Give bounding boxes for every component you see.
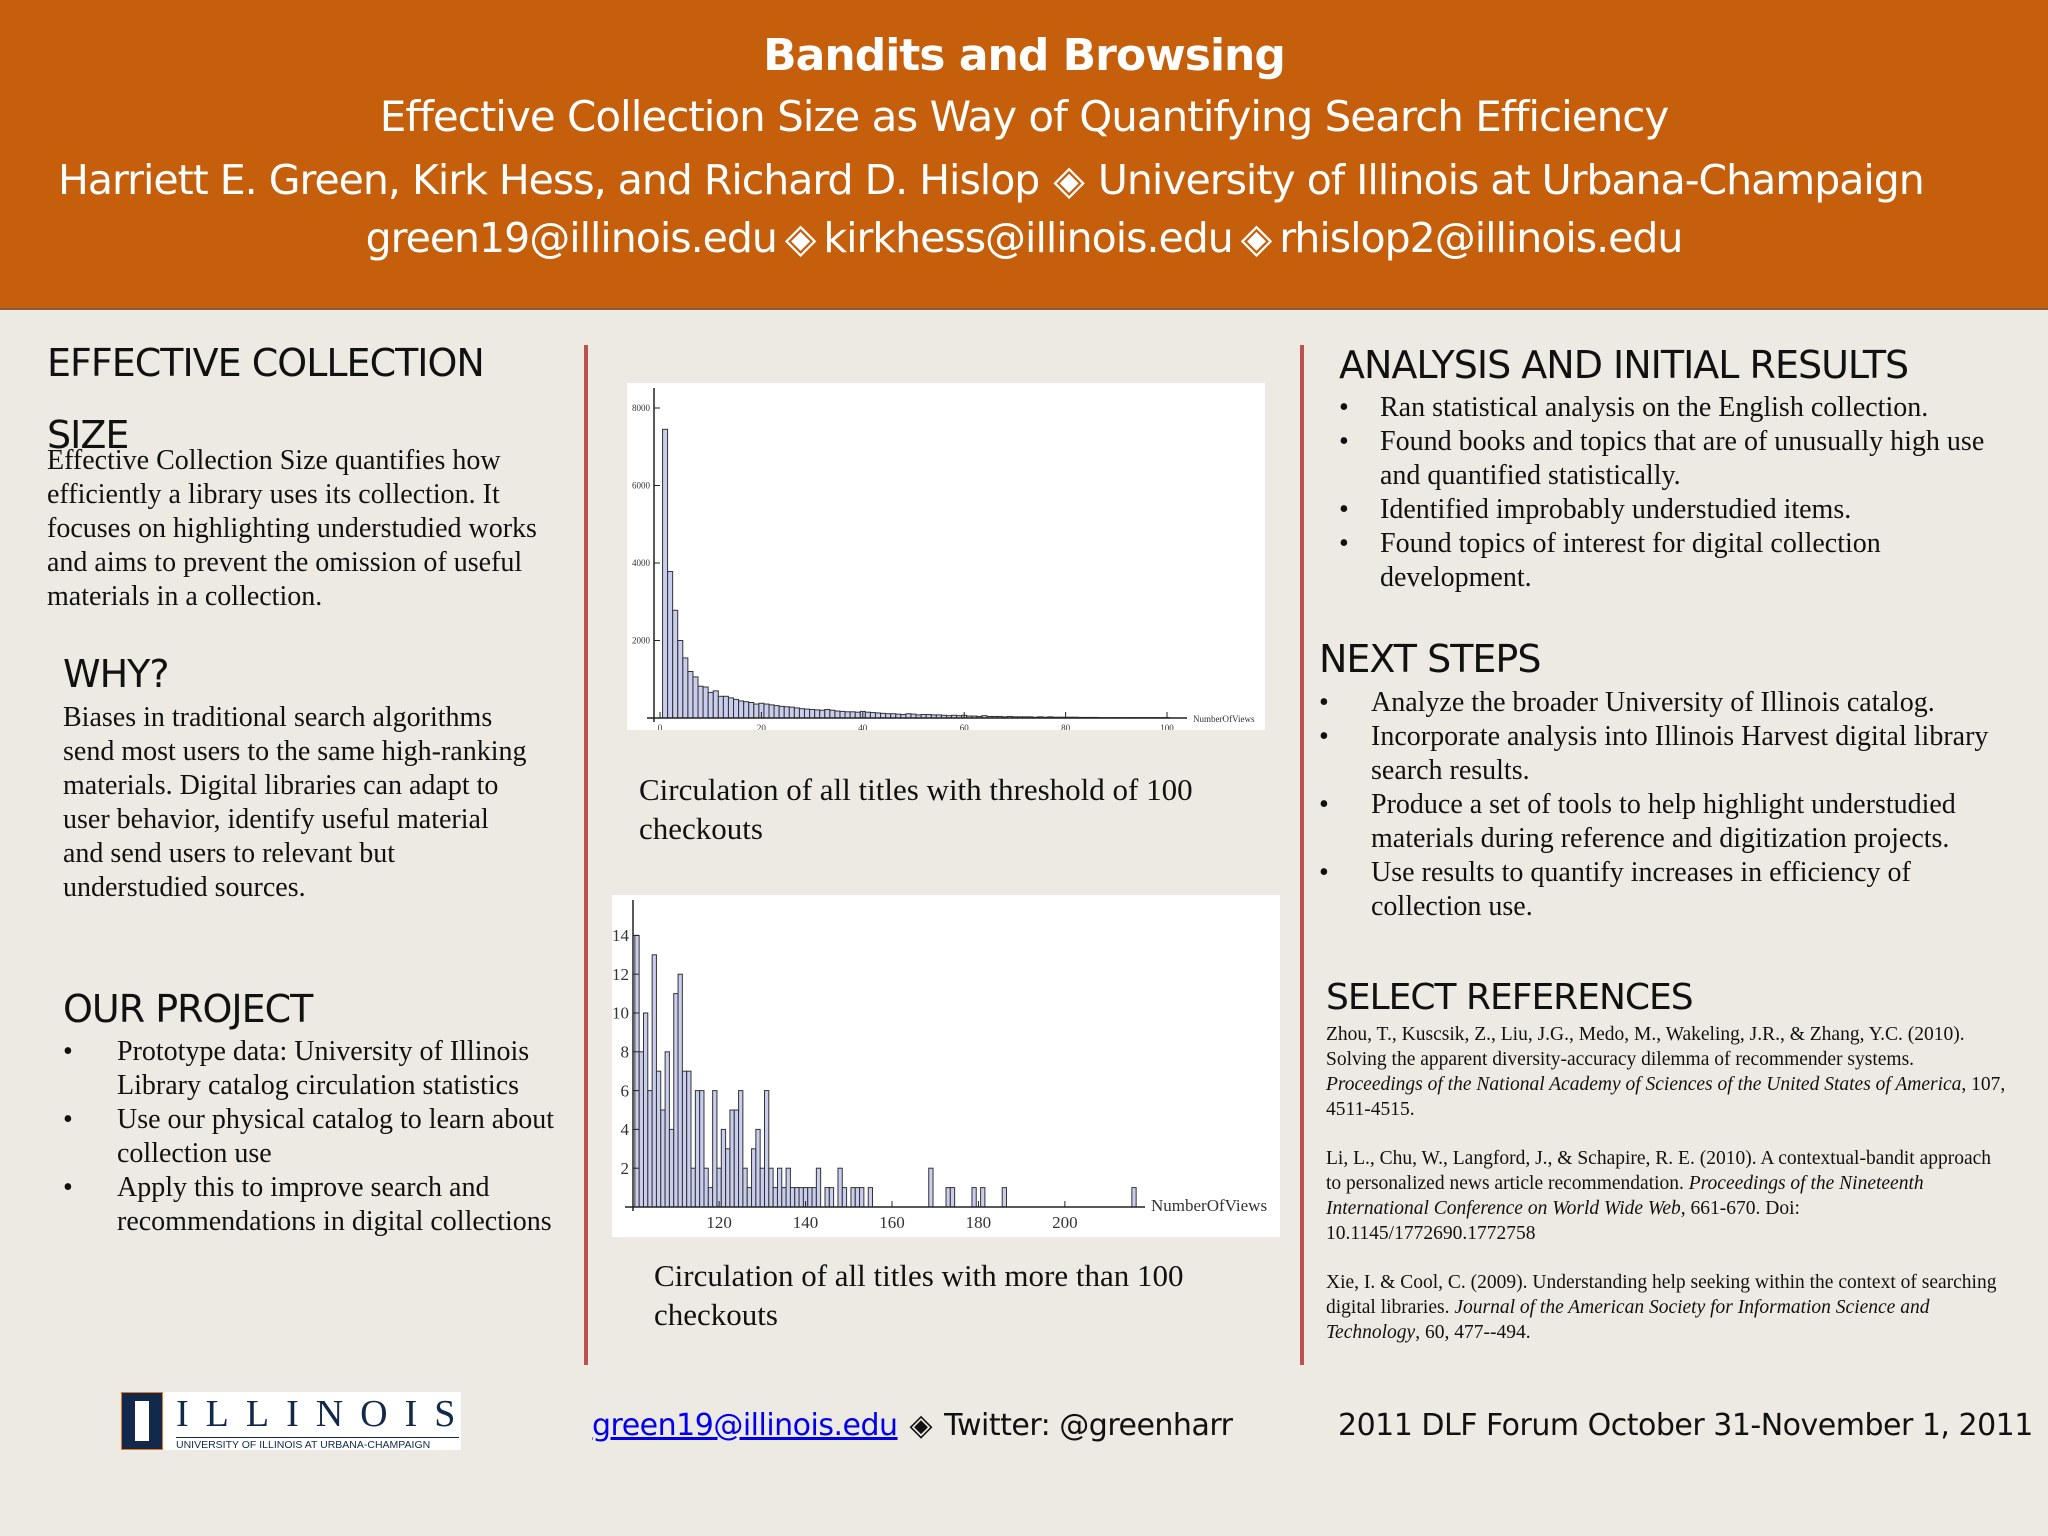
list-item bbox=[1319, 788, 2009, 856]
diamond-icon: ◈ bbox=[1240, 214, 1272, 262]
footer-email-link[interactable]: green19@illinois.edu bbox=[592, 1408, 898, 1443]
diamond-icon: ◈ bbox=[909, 1408, 933, 1443]
poster-title: Bandits and Browsing bbox=[763, 30, 1285, 81]
list-item bbox=[63, 1171, 563, 1239]
email-hess[interactable]: kirkhess@illinois.edu bbox=[823, 214, 1233, 262]
list-item bbox=[1339, 527, 2019, 595]
svg-text:8: 8 bbox=[620, 1042, 629, 1062]
list-item-text: Analyze the broader University of Illinois catalog. bbox=[1371, 687, 1935, 718]
bullet-icon: • bbox=[1339, 392, 1349, 423]
svg-text:160: 160 bbox=[879, 1213, 905, 1232]
reference-text: Li, L., Chu, W., Langford, J., & Schapire, R. E. (2010). A contextual-bandit approach to personalized news article recommendation. bbox=[1326, 1148, 1992, 1194]
bullet-icon: • bbox=[63, 1104, 73, 1135]
list-item-text: Identified improbably understudied items. bbox=[1380, 494, 1852, 525]
svg-text:0: 0 bbox=[657, 723, 663, 730]
svg-text:80: 80 bbox=[1061, 723, 1071, 730]
authors: Harriett E. Green, Kirk Hess, and Richard D. Hislop bbox=[58, 156, 1040, 204]
reference-text: Zhou, T., Kuscsik, Z., Liu, J.G., Medo, M., Wakeling, J.R., & Zhang, Y.C. (2010). Solving the apparent diversity-accuracy dilemma of recommender systems. bbox=[1326, 1024, 1965, 1070]
analysis-heading: ANALYSIS AND INITIAL RESULTS bbox=[1339, 343, 1909, 387]
reference-journal: Journal of the American Society for Information Science and Technology bbox=[1326, 1297, 1930, 1343]
why-heading: WHY? bbox=[63, 652, 169, 696]
reference-journal: Proceedings of the National Academy of Sciences of the United States of America bbox=[1326, 1074, 1962, 1095]
svg-text:8000: 8000 bbox=[632, 403, 650, 413]
heading-line: EFFECTIVE COLLECTION bbox=[47, 341, 484, 385]
email-hislop[interactable]: rhislop2@illinois.edu bbox=[1279, 214, 1683, 262]
bullet-icon: • bbox=[1319, 857, 1329, 888]
reference-text: , 60, 477--494. bbox=[1415, 1322, 1531, 1343]
affiliation: University of Illinois at Urbana-Champaign bbox=[1097, 156, 1924, 204]
svg-text:2000: 2000 bbox=[632, 635, 650, 646]
next-steps-list bbox=[1319, 686, 2009, 924]
reference-journal: Proceedings of the Nineteenth International Conference on World Wide Web bbox=[1326, 1173, 1924, 1219]
svg-text:10: 10 bbox=[612, 1003, 629, 1023]
list-item-text: Found books and topics that are of unusually high use and quantified statistically. bbox=[1380, 426, 1985, 491]
project-heading: OUR PROJECT bbox=[63, 987, 313, 1031]
reference-text: , 107, 4511-4515. bbox=[1326, 1074, 2006, 1120]
svg-text:6000: 6000 bbox=[632, 480, 650, 491]
reference-text: Xie, I. & Cool, C. (2009). Understanding help seeking within the context of searching digital libraries. bbox=[1326, 1272, 1997, 1318]
svg-text:60: 60 bbox=[959, 723, 969, 730]
email-green[interactable]: green19@illinois.edu bbox=[365, 214, 777, 262]
chart2-caption: Circulation of all titles with more than 100 checkouts bbox=[654, 1258, 1184, 1332]
project-list bbox=[63, 1035, 563, 1239]
svg-text:NumberOfViews: NumberOfViews bbox=[1193, 714, 1255, 724]
logo-subtitle: UNIVERSITY OF ILLINOIS AT URBANA-CHAMPAIGN bbox=[176, 1439, 431, 1451]
list-item-text: Found topics of interest for digital collection development. bbox=[1380, 528, 1881, 593]
emails-line bbox=[0, 214, 2048, 262]
list-item bbox=[1319, 856, 2009, 924]
column-logo-icon bbox=[121, 1392, 163, 1450]
authors-line bbox=[58, 156, 1924, 204]
list-item bbox=[1319, 686, 2009, 720]
event-info: 2011 DLF Forum October 31-November 1, 2011 bbox=[1338, 1408, 2033, 1443]
poster-header bbox=[0, 0, 2048, 310]
effective-body: Effective Collection Size quantifies how efficiently a library uses its collection. It focuses on highlighting understudied works and aims to prevent the omission of useful materials in a collection. bbox=[47, 445, 537, 612]
bullet-icon: • bbox=[1319, 789, 1329, 820]
svg-text:100: 100 bbox=[1160, 723, 1174, 730]
list-item-text: Prototype data: University of Illinois Library catalog circulation statistics bbox=[117, 1036, 530, 1101]
svg-text:12: 12 bbox=[612, 964, 629, 984]
histogram-chart-over-100 bbox=[612, 895, 1280, 1237]
twitter-handle: Twitter: @greenharr bbox=[944, 1408, 1233, 1443]
svg-text:20: 20 bbox=[756, 723, 766, 730]
poster-subtitle: Effective Collection Size as Way of Quantifying Search Efficiency bbox=[379, 92, 1669, 141]
bullet-icon: • bbox=[1339, 494, 1349, 525]
next-steps-heading: NEXT STEPS bbox=[1319, 637, 1541, 681]
list-item-text: Use our physical catalog to learn about collection use bbox=[117, 1104, 554, 1169]
histogram-chart-all-titles bbox=[627, 383, 1265, 730]
list-item-text: Ran statistical analysis on the English collection. bbox=[1380, 392, 1929, 423]
histogram-svg bbox=[612, 895, 1280, 1237]
list-item-text: Produce a set of tools to help highlight understudied materials during reference and digitization projects. bbox=[1371, 789, 1956, 854]
bullet-icon: • bbox=[1319, 687, 1329, 718]
heading-line: SIZE bbox=[47, 413, 129, 457]
reference-text: , 661-670. Doi: 10.1145/1772690.1772758 bbox=[1326, 1198, 1800, 1244]
svg-text:40: 40 bbox=[858, 723, 868, 730]
bullet-icon: • bbox=[63, 1036, 73, 1067]
column-divider-right bbox=[1300, 345, 1304, 1365]
list-item-text: Use results to quantify increases in efficiency of collection use. bbox=[1371, 857, 1911, 922]
reference-item bbox=[1326, 1022, 2006, 1122]
why-body: Biases in traditional search algorithms send most users to the same high-ranking materials. Digital libraries can adapt to user behavior, identify useful material and send users to relevant but understudied sources. bbox=[63, 702, 527, 903]
list-item bbox=[1339, 391, 2019, 425]
bullet-icon: • bbox=[1339, 426, 1349, 457]
reference-item bbox=[1326, 1270, 2006, 1345]
list-item bbox=[1339, 425, 2019, 493]
illinois-logo bbox=[121, 1392, 473, 1451]
svg-text:6: 6 bbox=[620, 1081, 629, 1101]
references-list bbox=[1326, 1022, 2006, 1369]
svg-text:14: 14 bbox=[612, 926, 629, 946]
bullet-icon: • bbox=[1319, 721, 1329, 752]
svg-text:180: 180 bbox=[965, 1213, 992, 1232]
analysis-list bbox=[1339, 391, 2019, 595]
footer-contact bbox=[592, 1408, 1232, 1443]
diamond-icon: ◈ bbox=[784, 214, 816, 262]
histogram-svg bbox=[627, 383, 1265, 730]
svg-text:140: 140 bbox=[792, 1213, 819, 1232]
svg-text:120: 120 bbox=[706, 1213, 732, 1232]
list-item bbox=[63, 1103, 563, 1171]
list-item bbox=[1339, 493, 2019, 527]
list-item bbox=[1319, 720, 2009, 788]
list-item-text: Incorporate analysis into Illinois Harvest digital library search results. bbox=[1371, 721, 1989, 786]
reference-item bbox=[1326, 1146, 2006, 1246]
svg-text:2: 2 bbox=[620, 1158, 629, 1178]
svg-text:NumberOfViews: NumberOfViews bbox=[1151, 1196, 1268, 1215]
bullet-icon: • bbox=[63, 1172, 73, 1203]
logo-wordmark: ILLINOIS bbox=[176, 1393, 473, 1435]
bullet-icon: • bbox=[1339, 528, 1349, 559]
diamond-icon: ◈ bbox=[1053, 156, 1084, 204]
svg-text:4000: 4000 bbox=[632, 558, 650, 568]
svg-text:200: 200 bbox=[1052, 1213, 1078, 1232]
list-item bbox=[63, 1035, 563, 1103]
list-item-text: Apply this to improve search and recommendations in digital collections bbox=[117, 1172, 552, 1237]
chart1-caption: Circulation of all titles with threshold of 100 checkouts bbox=[639, 772, 1193, 846]
column-divider-left bbox=[584, 345, 588, 1365]
references-heading: SELECT REFERENCES bbox=[1326, 977, 1693, 1018]
svg-text:4: 4 bbox=[620, 1120, 629, 1140]
logo-rule bbox=[176, 1437, 459, 1438]
